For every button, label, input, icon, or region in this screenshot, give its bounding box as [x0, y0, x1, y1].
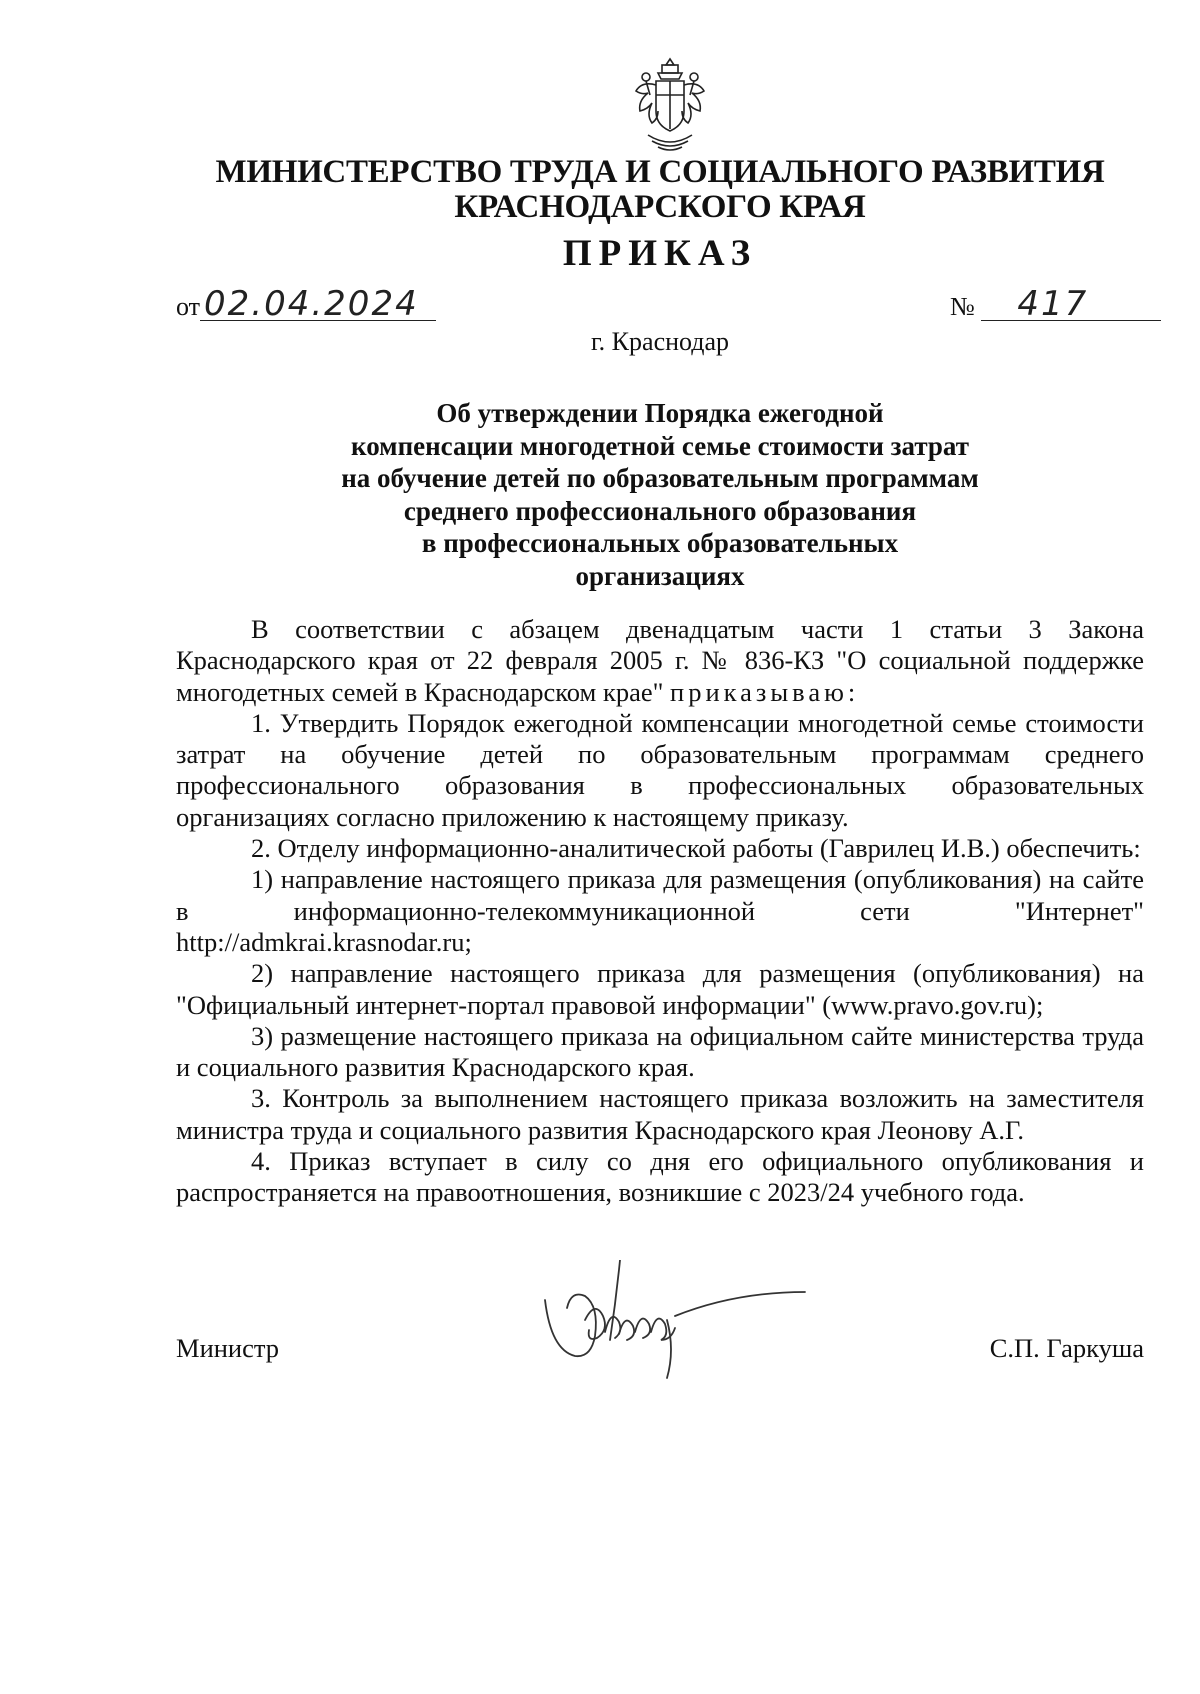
date-field — [176, 284, 436, 324]
number-field — [950, 284, 1161, 324]
subject-line: среднего профессионального образования — [403, 495, 917, 526]
ministry-name — [0, 155, 1200, 225]
preamble-spaced-word: приказываю: — [670, 676, 860, 707]
body-paragraph-item2-2: 2) направление настоящего приказа для размещения (опубликования) на "Официальный интернет-портал правовой информации" (www.pravo.gov.ru); — [176, 958, 1144, 1020]
subject-line: организациях — [575, 560, 745, 591]
body-paragraph-item3: 3. Контроль за выполнением настоящего приказа возложить на заместителя министра труда и социального развития Краснодарского края Леонову А.Г. — [176, 1083, 1144, 1145]
preamble-text: В соответствии с абзацем двенадцатым части 1 статьи 3 Закона Краснодарского края от 22 февраля 2005 г. № 836-КЗ "О социальной поддержке многодетных семей в Краснодарском крае" — [176, 614, 1144, 707]
ministry-name-line2: КРАСНОДАРСКОГО КРАЯ — [454, 189, 866, 225]
document-subject — [0, 397, 1200, 592]
subject-line: на обучение детей по образовательным программам — [341, 463, 979, 493]
ministry-name-line1: МИНИСТЕРСТВО ТРУДА И СОЦИАЛЬНОГО РАЗВИТИЯ — [215, 154, 1105, 190]
subject-line: компенсации многодетной семье стоимости затрат — [351, 430, 969, 461]
document-body — [176, 614, 1144, 1209]
handwritten-signature — [535, 1260, 815, 1380]
city: г. Краснодар — [590, 327, 730, 356]
subject-line: в профессиональных образовательных — [421, 528, 899, 558]
subject-line: Об утверждении Порядка ежегодной — [436, 398, 884, 428]
body-paragraph-preamble — [176, 614, 1144, 708]
date-value: 02.04.2024 — [200, 288, 436, 321]
signatory-name: С.П. Гаркуша — [989, 1333, 1144, 1363]
body-paragraph-item2-3: 3) размещение настоящего приказа на официальном сайте министерства труда и социального развития Краснодарского края. — [176, 1020, 1144, 1083]
date-prefix: от — [176, 292, 201, 321]
body-paragraph-item2: 2. Отделу информационно-аналитической работы (Гаврилец И.В.) обеспечить: — [251, 833, 1141, 864]
body-paragraph-item4: 4. Приказ вступает в силу со дня его официального опубликования и распространяется на правоотношения, возникшие с 2023/24 учебного года. — [176, 1146, 1144, 1208]
body-paragraph-item1: 1. Утвердить Порядок ежегодной компенсации многодетной семье стоимости затрат на обучение детей по образовательным программам среднего профессионального образования в профессиональных образовательных организациях согласно приложению к настоящему приказу. — [176, 707, 1144, 832]
coat-of-arms-icon — [628, 55, 712, 155]
document-type: ПРИКАЗ — [562, 233, 758, 274]
number-value: 417 — [981, 288, 1161, 321]
number-prefix: № — [950, 292, 975, 321]
signatory-position: Министр — [176, 1333, 280, 1363]
body-paragraph-item2-1: 1) направление настоящего приказа для размещения (опубликования) на сайте в информационно-телекоммуникационной сети "Интернет" http://admkrai.krasnodar.ru; — [176, 864, 1144, 957]
